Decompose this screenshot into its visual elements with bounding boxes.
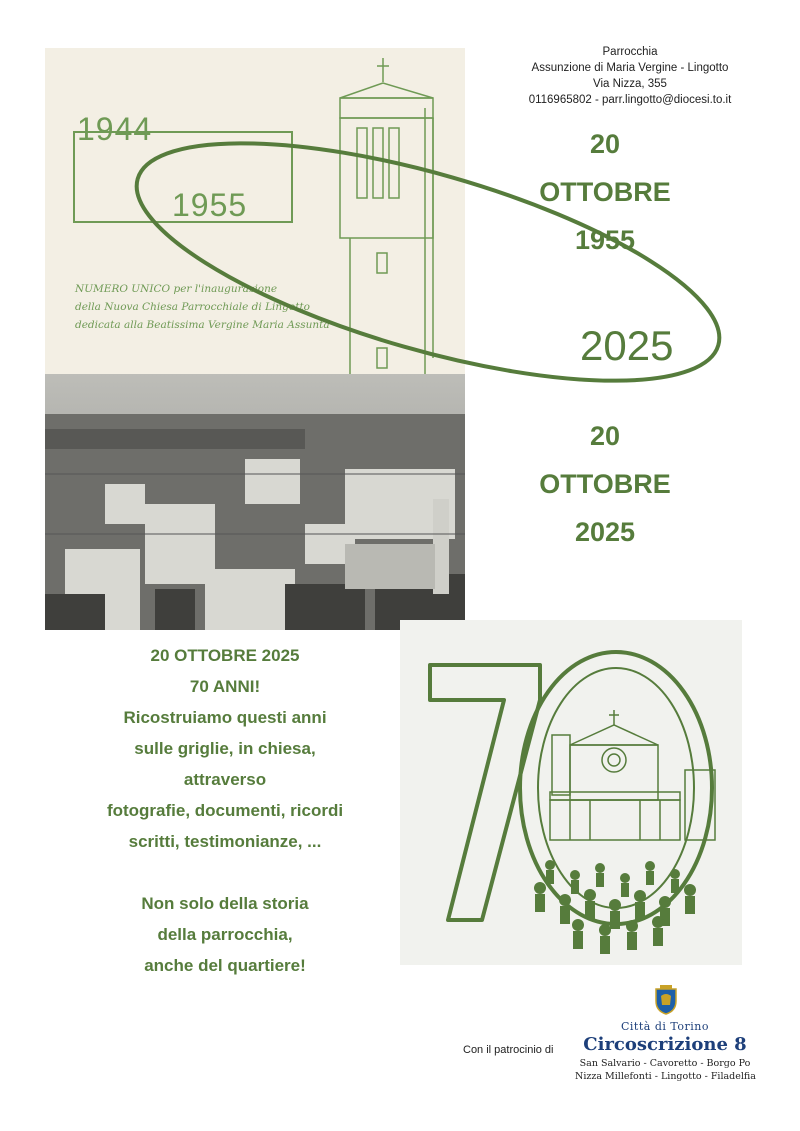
anniversary-date [480, 412, 730, 556]
lingotto-aerial-photo [45, 374, 465, 630]
date-year: 1955 [574, 225, 636, 255]
announcement-text [55, 640, 395, 981]
announcement-spacer [55, 857, 395, 888]
year-start: 1944 [77, 111, 153, 147]
city-name: Città di Torino [621, 1020, 709, 1033]
caption-line: della Nuova Chiesa Parrocchiale di Lingotto [75, 301, 310, 313]
caption-line: NUMERO UNICO per l'inaugurazione [75, 283, 278, 295]
announcement-line: 70 ANNI! [189, 677, 261, 696]
date-month: OTTOBRE [539, 177, 671, 207]
seventy-years-illustration [400, 620, 742, 965]
address-line: Assunzione di Maria Vergine - Lingotto [531, 62, 729, 74]
announcement-line: scritti, testimonianze, ... [128, 832, 322, 851]
inauguration-date [480, 120, 730, 264]
address-contact: 0116965802 - parr.lingotto@diocesi.to.it [528, 94, 732, 106]
year-end: 1955 [172, 187, 248, 223]
address-line: Parrocchia [602, 46, 658, 58]
year-2025-label: 2025 [580, 322, 674, 369]
announcement-line: attraverso [183, 770, 267, 789]
patronage-label: Con il patrocinio di [463, 1044, 554, 1056]
district-name: Circoscrizione 8 [583, 1034, 747, 1055]
district-areas: Nizza Millefonti - Lingotto - Filadelfia [575, 1071, 756, 1082]
date-day: 20 [589, 129, 621, 159]
city-crest-icon [654, 985, 678, 1015]
date-month: OTTOBRE [539, 469, 671, 499]
seventy-church-drawing [400, 620, 742, 965]
announcement-line: Non solo della storia [141, 894, 309, 913]
date-year: 2025 [574, 517, 636, 547]
caption-line: dedicata alla Beatissima Vergine Maria Assunta [75, 319, 330, 331]
date-day: 20 [589, 421, 621, 451]
district-areas: San Salvario - Cavoretto - Borgo Po [579, 1058, 751, 1069]
announcement-line: fotografie, documenti, ricordi [106, 801, 344, 820]
parish-address [490, 44, 770, 108]
announcement-line: 20 OTTOBRE 2025 [150, 646, 300, 665]
announcement-line: della parrocchia, [157, 925, 293, 944]
announcement-line: Ricostruiamo questi anni [123, 708, 327, 727]
announcement-line: anche del quartiere! [144, 956, 306, 975]
address-line: Via Nizza, 355 [593, 78, 667, 90]
announcement-line: sulle griglie, in chiesa, [134, 739, 316, 758]
